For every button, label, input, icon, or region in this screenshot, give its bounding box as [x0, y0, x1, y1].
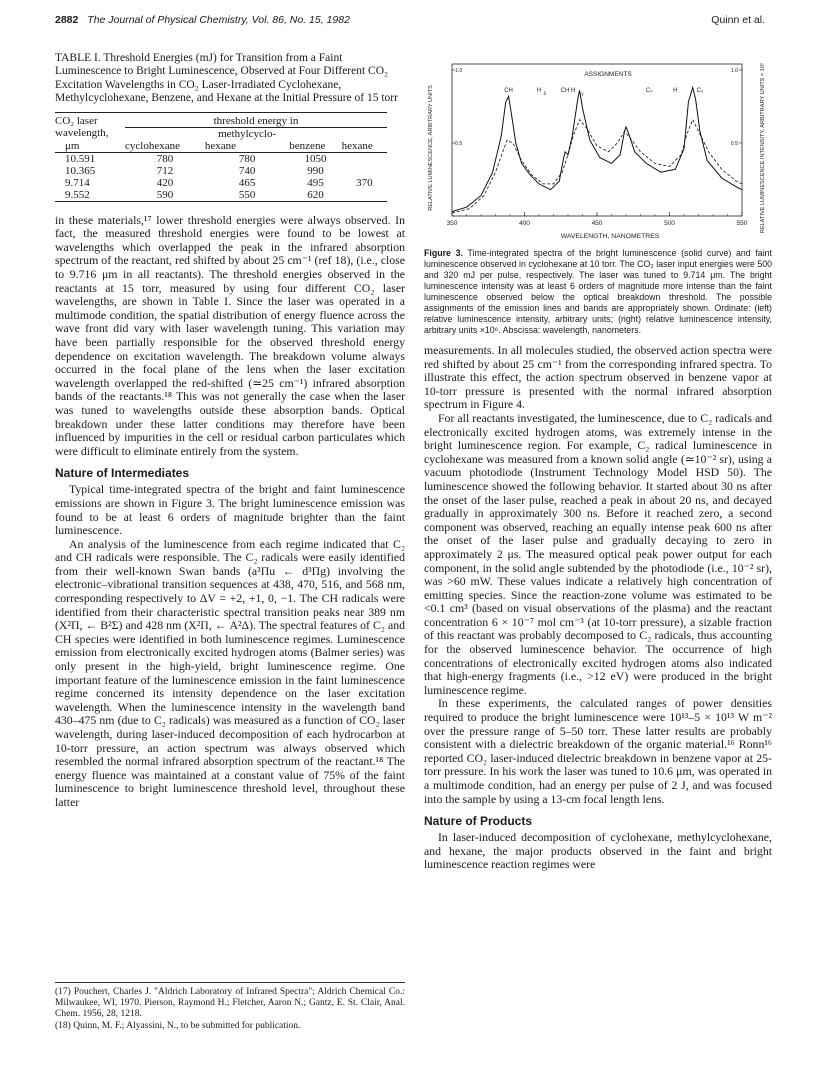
figure-caption-text: Time-integrated spectra of the bright luminescence (solid curve) and faint luminescence observed in cyclohexane at 10 torr. The CO₂ laser input energies were 500 and 320 mJ per pulse, respectively. The laser was tuned to 9.714 μm. The bright luminescence intensity was at least 6 orders of magnitude more intense than the faint luminescence observed below the optical breakdown threshold. The possible assignments of the emission lines and bands are appropriately shown. Ordinate: (left) relative luminescence intensity, arbitrary units; (right) relative luminescence intensity, arbitrary units ×10⁶. Abscissa: wavelength, nanometers. [424, 248, 772, 335]
assignment-label: CH [504, 88, 513, 94]
col-header-hexane-part: hexane [204, 139, 237, 152]
y-tick-label-right: 1.0 [730, 68, 738, 74]
table-cell: 10.365 [65, 164, 96, 177]
left-column [55, 52, 405, 810]
spectrum-chart [424, 52, 772, 242]
x-tick-label: 550 [736, 220, 748, 227]
table-cell: 9.552 [65, 188, 90, 201]
page-number: 2882 [55, 14, 79, 26]
x-tick-label: 350 [446, 220, 458, 227]
table-cell: 9.714 [65, 176, 90, 189]
x-axis-label: WAVELENGTH, NANOMETRES [560, 233, 660, 240]
footnotes [55, 982, 405, 1033]
stub-header-2: wavelength, [55, 127, 109, 140]
assignment-subscript: δ [543, 91, 547, 96]
series-line-bright [452, 88, 742, 212]
section-heading-products: Nature of Products [424, 814, 533, 829]
threshold-table [55, 112, 387, 202]
y-tick-label-right: 0.5 [730, 141, 738, 147]
footnote-17: (17) Pouchert, Charles J. "Aldrich Laboratory of Infrared Spectra"; Aldrich Chemical Co.: Milwaukee, WI, 1970. Pierson, Raymond H.; Fletcher, Aaron N.; Gantz, E. St. Clair, Anal. Chem. 1956, 28, 1218. [55, 987, 405, 1019]
table-row [55, 153, 387, 165]
figure-3 [424, 52, 772, 242]
left-paragraph-1: in these materials,¹⁷ lower threshold energies were always observed. In fact, the measured threshold energies were found to be lowest at wavelengths which overlapped the peak in the infrared absorption spectrum of the reactant, red shifted by about 25 cm⁻¹ (ref 18), (i.e., close to 9.716 μm in all reactants). The threshold energies observed in the reactants at 15 torr, measured by using four different CO₂ laser wavelengths, are shown in Table I. Since the laser was operated in a multimode condition, the spatial distribution of energy fluence across the wave front did vary with laser wavelength tuning. This variation may have been partially responsible for the observed threshold energy dependence on excitation wavelength. The breakdown volume always occurred in the focal plane of the lens when the laser excitation wavelength overlapped the red-shifted (≃25 cm⁻¹) infrared absorption bands of the reactants.¹⁸ This was not generally the case when the laser was tuned to wavelengths outside these absorption bands. Optical breakdown under these latter conditions may therefore have been influenced by impurities in the cell or residual carbon particulates which were difficult to eliminate entirely from the system. [55, 212, 405, 458]
table-spanner: threshold energy in [125, 113, 387, 128]
assignment-label: C₂ [645, 88, 653, 94]
table-cell: 712 [156, 164, 174, 177]
x-tick-label: 400 [519, 220, 530, 227]
table-cell: 740 [238, 164, 256, 177]
table-cell: 495 [307, 176, 324, 189]
table-cell: 550 [238, 188, 256, 201]
series-line-faint [452, 120, 742, 214]
table-cell [342, 153, 387, 165]
table-cell [342, 165, 387, 177]
table-row [55, 189, 387, 202]
col-header-hexane: hexane [341, 139, 373, 152]
y-tick-label-left: 0.5 [455, 141, 463, 147]
table-cell [342, 189, 387, 202]
left-paragraph-2: Typical time-integrated spectra of the bright and faint luminescence emissions are shown in Figure 3. The bright luminescence emission was found to be at least 6 orders of magnitude brighter than the faint luminescence. [55, 482, 405, 538]
right-column [424, 52, 772, 872]
table-cell: 620 [307, 188, 324, 201]
table-cell: 420 [156, 176, 174, 189]
y-axis-label-right: RELATIVE LUMINESCENCE INTENSITY, ARBITRARY UNITS × 10⁶ [760, 62, 766, 234]
table-cell: 370 [356, 176, 373, 189]
col-header-benzene: benzene [289, 139, 326, 152]
assignment-label: H [536, 88, 542, 94]
table-cell: 10.591 [65, 152, 96, 165]
assignment-label: C₂ [696, 88, 704, 94]
figure-caption [424, 248, 772, 336]
assignments-label: ASSIGNMENTS [584, 71, 632, 78]
left-paragraph-3: An analysis of the luminescence from each regime indicated that C₂ and CH radicals were responsible. The C₂ radicals were easily identified from their well-known Swan bands (a³Πu ← d³Πg) involving the electronic–vibrational transition sequences at 438, 470, 516, and 568 nm, corresponding respectively to ΔV = +2, +1, 0, −1. The CH radicals were identified from their characteristic spectral transition peaks near 389 nm (X²Π, ← B²Σ) and 428 nm (X²Π, ← A²Δ). The spectral features of C₂ and CH species were identified in both luminescence regimes. Luminescence emission from electronically excited hydrogen atoms (Balmer series) was only present in the high-yield, bright luminescence regime. One important feature of the luminescence emission in the faint luminescence regime concerned its intensity dependence on the laser excitation wavelength. When the luminescence intensity in the wavelength band 430–475 nm (due to C₂ radicals) was measured as a function of CO₂ laser wavelength, during laser-induced decomposition of each hydrocarbon at 10-torr pressure, an action spectrum was always observed which resembled the normal infrared absorption spectrum of the reactant.¹⁸ The energy fluence was maintained at a constant value of 75% of the faint luminescence to bright luminescence threshold level, throughout these latter [55, 536, 405, 809]
right-paragraph-4: In laser-induced decomposition of cyclohexane, methylcyclohexane, and hexane, the major products observed in the faint and bright luminescence reaction regimes were [424, 830, 772, 872]
table-cell: 590 [156, 188, 174, 201]
x-tick-label: 450 [591, 220, 603, 227]
y-tick-label-left: 1.0 [455, 68, 463, 74]
table-row [55, 165, 387, 177]
right-paragraph-2: For all reactants investigated, the luminescence, due to C₂ radicals and electronically excited hydrogen atoms, was extremely intense in the bright luminescence region. For example, C₂ radical luminescence in cyclohexane was measured from a known solid angle (≃10⁻² sr), using a vacuum photodiode (Instrument Technology Model HSD 50). The luminescence showed the following behavior. It started about 30 ns after the onset of the laser pulse, reached a peak in about 20 ns, and decayed gradually in approximately 300 ns. Before it reached zero, a second component was observed, reaching an equally intense peak 600 ns after the onset of the laser pulse and gradually decaying to zero in approximately 2 μs. The measured optical peak power output for each component, in the solid angle subtended by the photodiode (i.e., 10⁻² sr), was >60 mW. These values indicate a relatively high concentration of emitting species. Since the reaction-zone volume was estimated to be <0.1 cm³ (based on visual observations of the plasma) and the reactant concentration 6 × 10⁻⁷ mol cm⁻³ (at 10-torr pressure), a sizable fraction of this reactant was probably decomposed to C₂ radicals, thus accounting for the observed luminescence behavior. The occurrence of high concentrations of electronically excited hydrogen atoms also indicated that high-energy fragments (i.e., >12 eV) were produced in the bright luminescence regime. [424, 410, 772, 697]
plot-frame [452, 64, 742, 216]
table-row [55, 177, 387, 189]
table-body [55, 153, 387, 202]
table-cell: 780 [238, 152, 256, 165]
col-header-cyclohexane: cyclohexane [125, 139, 180, 152]
table-cell: 1050 [304, 152, 327, 165]
assignment-label: H [673, 88, 678, 94]
x-tick-label: 500 [664, 220, 675, 227]
running-head [55, 14, 765, 30]
plot-layer [447, 64, 748, 227]
stub-header-1: CO₂ laser [55, 114, 98, 127]
stub-header-3: μm [65, 139, 80, 152]
right-paragraph-1: measurements. In all molecules studied, the observed action spectra were red shifted by about 25 cm⁻¹ from the corresponding infrared spectra. To illustrate this effect, the action spectrum observed in benzene vapor at 10-torr pressure is presented with the normal infrared absorption spectrum in Figure 4. [424, 343, 772, 412]
footnote-18: (18) Quinn, M. F.; Alyassini, N., to be submitted for publication. [55, 1021, 301, 1031]
right-paragraph-3: In these experiments, the calculated ranges of power densities required to produce the bright luminescence were 10¹³–5 × 10¹³ W m⁻² over the pressure range of 5–50 torr. These latter results are probably consistent with a dielectric breakdown of the organic material.¹⁶ Ronn¹⁶ reported CO₂ laser-induced dielectric breakdown in benzene vapor at 25-torr pressure. In his work the laser was tuned to 10.6 μm, was operated in a multimode condition, had an energy per pulse of 2 J, and was focused into the sample by using a 13-cm focal length lens. [424, 696, 772, 806]
col-header-methylcyclo: methylcyclo- [218, 127, 277, 140]
section-heading-intermediates: Nature of Intermediates [55, 466, 190, 481]
table-cell: 780 [156, 152, 174, 165]
table-cell: 465 [238, 176, 256, 189]
table-caption: TABLE I. Threshold Energies (mJ) for Transition from a Faint Luminescence to Bright Luminescence, Observed at Four Different CO₂ Excitation Wavelengths in CO₂ Laser-Irradiated Cyclohexane, Methylcyclohexane, Benzene, and Hexane at the Initial Pressure of 15 torr [55, 52, 398, 105]
journal-citation: The Journal of Physical Chemistry, Vol. 86, No. 15, 1982 [87, 14, 350, 26]
figure-caption-label: Figure 3. [424, 248, 463, 258]
assignment-label: CH H [560, 88, 576, 94]
table-cell: 990 [307, 164, 324, 177]
running-authors: Quinn et al. [711, 14, 765, 26]
assignment-subscript: γ [581, 91, 584, 96]
y-axis-label-left: RELATIVE LUMINESCENCE, ARBITRARY UNITS [428, 85, 434, 211]
